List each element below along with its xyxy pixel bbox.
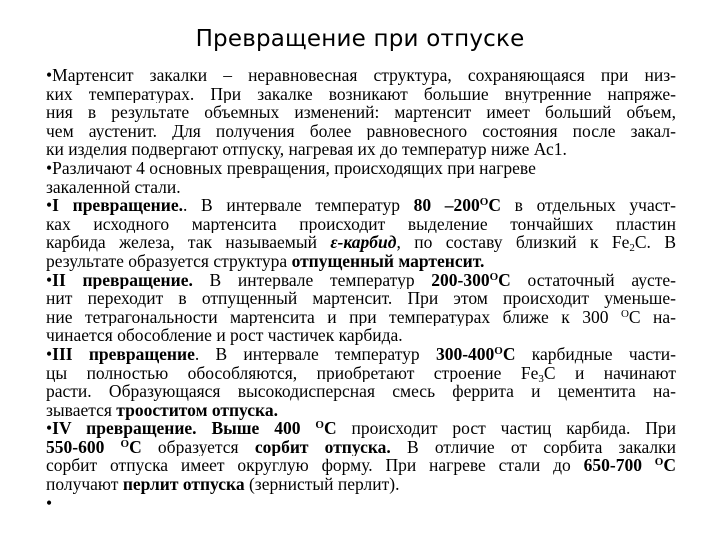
empty-bullet-line <box>46 494 676 513</box>
paragraph-4-line-2: нит переходит в отпущенный мартенсит. При этом происходит уменьше- <box>46 289 676 308</box>
carbide-name: ε-карбид <box>330 233 397 252</box>
text: сорбит отпуска имеет округлую форму. При нагреве стали до <box>46 456 584 476</box>
text: ние тетрагональности мартенсита и при температурах ближе к 300 <box>46 307 621 327</box>
temperature-range: 80 –200 <box>413 196 480 215</box>
subscript: 2 <box>629 242 635 252</box>
text: остаточный аусте- <box>510 270 676 290</box>
paragraph-3-line-4 <box>46 252 676 271</box>
text: С. В <box>634 233 676 252</box>
temperature-range: 300-400 <box>435 344 495 364</box>
paragraph-5-line-1 <box>46 345 676 364</box>
degree-mark: O <box>620 307 629 320</box>
slide-body <box>46 66 676 512</box>
transformation-2-heading: II превращение. <box>52 270 193 290</box>
paragraph-1-line-4: чем аустенит. Для получения более равновесного состояния после закал- <box>46 121 676 141</box>
paragraph-3-line-3 <box>46 233 676 252</box>
degree-mark: O <box>494 344 503 357</box>
slide-title: Превращение при отпуске <box>195 26 525 52</box>
paragraph-5-line-4 <box>46 401 676 420</box>
text: . В интервале температур <box>194 344 436 364</box>
celsius: С <box>502 344 516 364</box>
text: образуется <box>141 437 255 457</box>
paragraph-4-line-4: чинается обособление и рост частичек карбида. <box>46 325 403 346</box>
bullet: • <box>46 344 53 364</box>
paragraph-6-line-4 <box>46 475 676 494</box>
bullet: • <box>46 157 53 178</box>
celsius: С <box>663 456 676 476</box>
paragraph-5-line-3: расти. Образующаяся высокодисперсная смесь феррита и цементита на- <box>46 382 676 401</box>
text: В отличие от сорбита закалки <box>390 437 676 457</box>
text: В интервале температур <box>192 270 432 290</box>
text: . В интервале температур <box>182 196 414 215</box>
text: (зернистый перлит). <box>244 474 400 495</box>
text: Мартенсит закалки – неравновесная структура, сохраняющаяся при низ- <box>52 66 676 85</box>
structure-name: перлит отпуска <box>122 474 245 495</box>
bullet: • <box>46 492 53 513</box>
paragraph-6-line-3 <box>46 456 676 475</box>
celsius: С <box>323 419 337 438</box>
text: цы полностью обособляются, приобретают строение Fe <box>46 363 539 383</box>
paragraph-1-line-2: ких температурах. При закалке возникают большие внутренние напряже- <box>46 84 676 104</box>
degree-mark: O <box>120 437 130 450</box>
temperature-range: 200-300 <box>431 270 490 290</box>
text: карбидные части- <box>515 344 676 364</box>
text: зывается <box>46 399 117 420</box>
text: получают <box>46 474 123 495</box>
bullet: • <box>46 270 53 290</box>
paragraph-6-line-2 <box>46 438 676 457</box>
bullet: • <box>46 66 53 85</box>
text: в отдельных участ- <box>501 196 676 215</box>
text: карбида железа, так называемый <box>46 233 331 252</box>
structure-name: сорбит отпуска. <box>254 437 391 457</box>
paragraph-1-line-1 <box>46 66 676 85</box>
paragraph-2-line-1 <box>46 159 676 178</box>
transformation-1-heading: I превращение. <box>52 196 183 215</box>
structure-name: трооститом отпуска. <box>116 399 278 420</box>
subscript: 3 <box>538 372 544 383</box>
paragraph-3-line-2: ках исходного мартенсита происходит выделение тончайших пластин <box>46 214 676 234</box>
paragraph-5-line-2 <box>46 364 676 383</box>
text: результате образуется структура <box>46 250 292 271</box>
text: происходит рост частиц карбида. При <box>336 419 676 438</box>
paragraph-6-line-1 <box>46 419 676 438</box>
celsius: С <box>488 196 501 215</box>
text: Различают 4 основных превращения, происходящих при нагреве <box>52 157 536 178</box>
paragraph-1-line-5: ки изделия подвергают отпуску, нагревая их до температур ниже Ас1. <box>46 139 567 160</box>
text: С на- <box>628 307 676 327</box>
paragraph-4-line-3 <box>46 308 676 327</box>
paragraph-4-line-1 <box>46 271 676 290</box>
degree-mark: O <box>315 419 324 432</box>
degree-mark: O <box>489 270 499 283</box>
celsius: С <box>129 437 142 457</box>
paragraph-3-line-1 <box>46 196 676 215</box>
paragraph-2-line-2: закаленной стали. <box>46 176 181 197</box>
transformation-3-heading: III превращение <box>52 344 195 364</box>
degree-mark: O <box>654 456 664 469</box>
celsius: С <box>498 270 511 290</box>
text: С и начинают <box>543 363 676 383</box>
structure-name: отпущенный мартенсит. <box>291 250 485 271</box>
text: , по составу близкий к Fe <box>396 233 630 252</box>
degree-mark: O <box>479 196 489 209</box>
temperature-range: 550-600 <box>46 437 105 457</box>
paragraph-1-line-3: ния в результате объемных изменений: мартенсит имеет больший объем, <box>46 103 676 122</box>
transformation-4-heading: IV превращение. Выше 400 <box>52 419 301 438</box>
temperature-range: 650-700 <box>583 456 642 476</box>
bullet: • <box>46 419 53 438</box>
bullet: • <box>46 196 53 215</box>
